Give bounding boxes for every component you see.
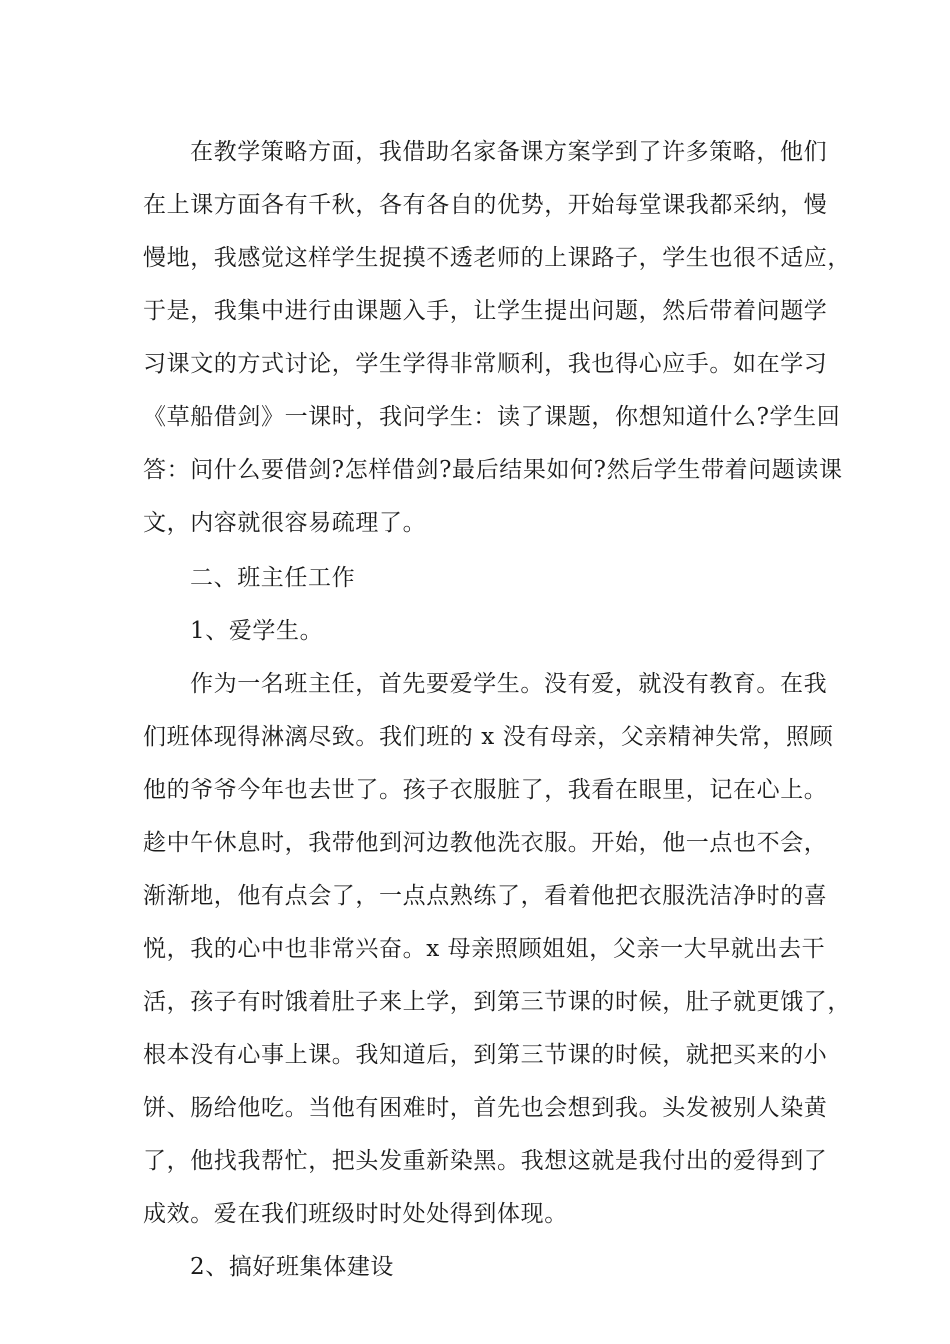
- paragraph-love-line-3: 他的爷爷今年也去世了。孩子衣服脏了，我看在眼里，记在心上。: [143, 777, 828, 803]
- paragraph-love-line-4: 趁中午休息时，我带他到河边教他洗衣服。开始，他一点也不会，: [143, 830, 828, 856]
- paragraph-love-line-1: 作为一名班主任，首先要爱学生。没有爱，就没有教育。在我: [190, 671, 828, 697]
- paragraph-teaching-strategy-line-8: 文，内容就很容易疏理了。: [143, 510, 427, 536]
- paragraph-teaching-strategy-line-1: 在教学策略方面，我借助名家备课方案学到了许多策略，他们: [190, 139, 828, 165]
- paragraph-teaching-strategy-line-7: 答：问什么要借剑?怎样借剑?最后结果如何?然后学生带着问题读课: [143, 457, 843, 483]
- paragraph-teaching-strategy-line-6: 《草船借剑》一课时，我问学生：读了课题，你想知道什么?学生回: [143, 404, 841, 430]
- paragraph-love-line-10: 了，他找我帮忙，把头发重新染黑。我想这就是我付出的爱得到了: [143, 1148, 828, 1174]
- paragraph-teaching-strategy-line-5: 习课文的方式讨论，学生学得非常顺利，我也得心应手。如在学习: [143, 351, 828, 377]
- paragraph-love-line-11: 成效。爱在我们班级时时处处得到体现。: [143, 1201, 568, 1227]
- paragraph-love-line-7: 活，孩子有时饿着肚子来上学，到第三节课的时候，肚子就更饿了，: [143, 989, 851, 1015]
- paragraph-love-line-9: 饼、肠给他吃。当他有困难时，首先也会想到我。头发被别人染黄: [143, 1095, 828, 1121]
- subheading-love-students: 1、爱学生。: [190, 618, 324, 644]
- paragraph-love-line-6: 悦，我的心中也非常兴奋。x 母亲照顾姐姐，父亲一大早就出去干: [143, 936, 826, 962]
- subheading-class-building: 2、搞好班集体建设: [190, 1254, 395, 1280]
- paragraph-teaching-strategy-line-3: 慢地，我感觉这样学生捉摸不透老师的上课路子，学生也很不适应，: [143, 245, 851, 271]
- section-heading-class-teacher: 二、班主任工作: [190, 565, 356, 591]
- paragraph-love-line-8: 根本没有心事上课。我知道后，到第三节课的时候，就把买来的小: [143, 1042, 828, 1068]
- paragraph-teaching-strategy-line-2: 在上课方面各有千秋，各有各自的优势，开始每堂课我都采纳，慢: [143, 192, 828, 218]
- paragraph-teaching-strategy-line-4: 于是，我集中进行由课题入手，让学生提出问题，然后带着问题学: [143, 298, 828, 324]
- paragraph-love-line-5: 渐渐地，他有点会了，一点点熟练了，看着他把衣服洗洁净时的喜: [143, 883, 828, 909]
- paragraph-love-line-2: 们班体现得淋漓尽致。我们班的 x 没有母亲，父亲精神失常，照顾: [143, 724, 834, 750]
